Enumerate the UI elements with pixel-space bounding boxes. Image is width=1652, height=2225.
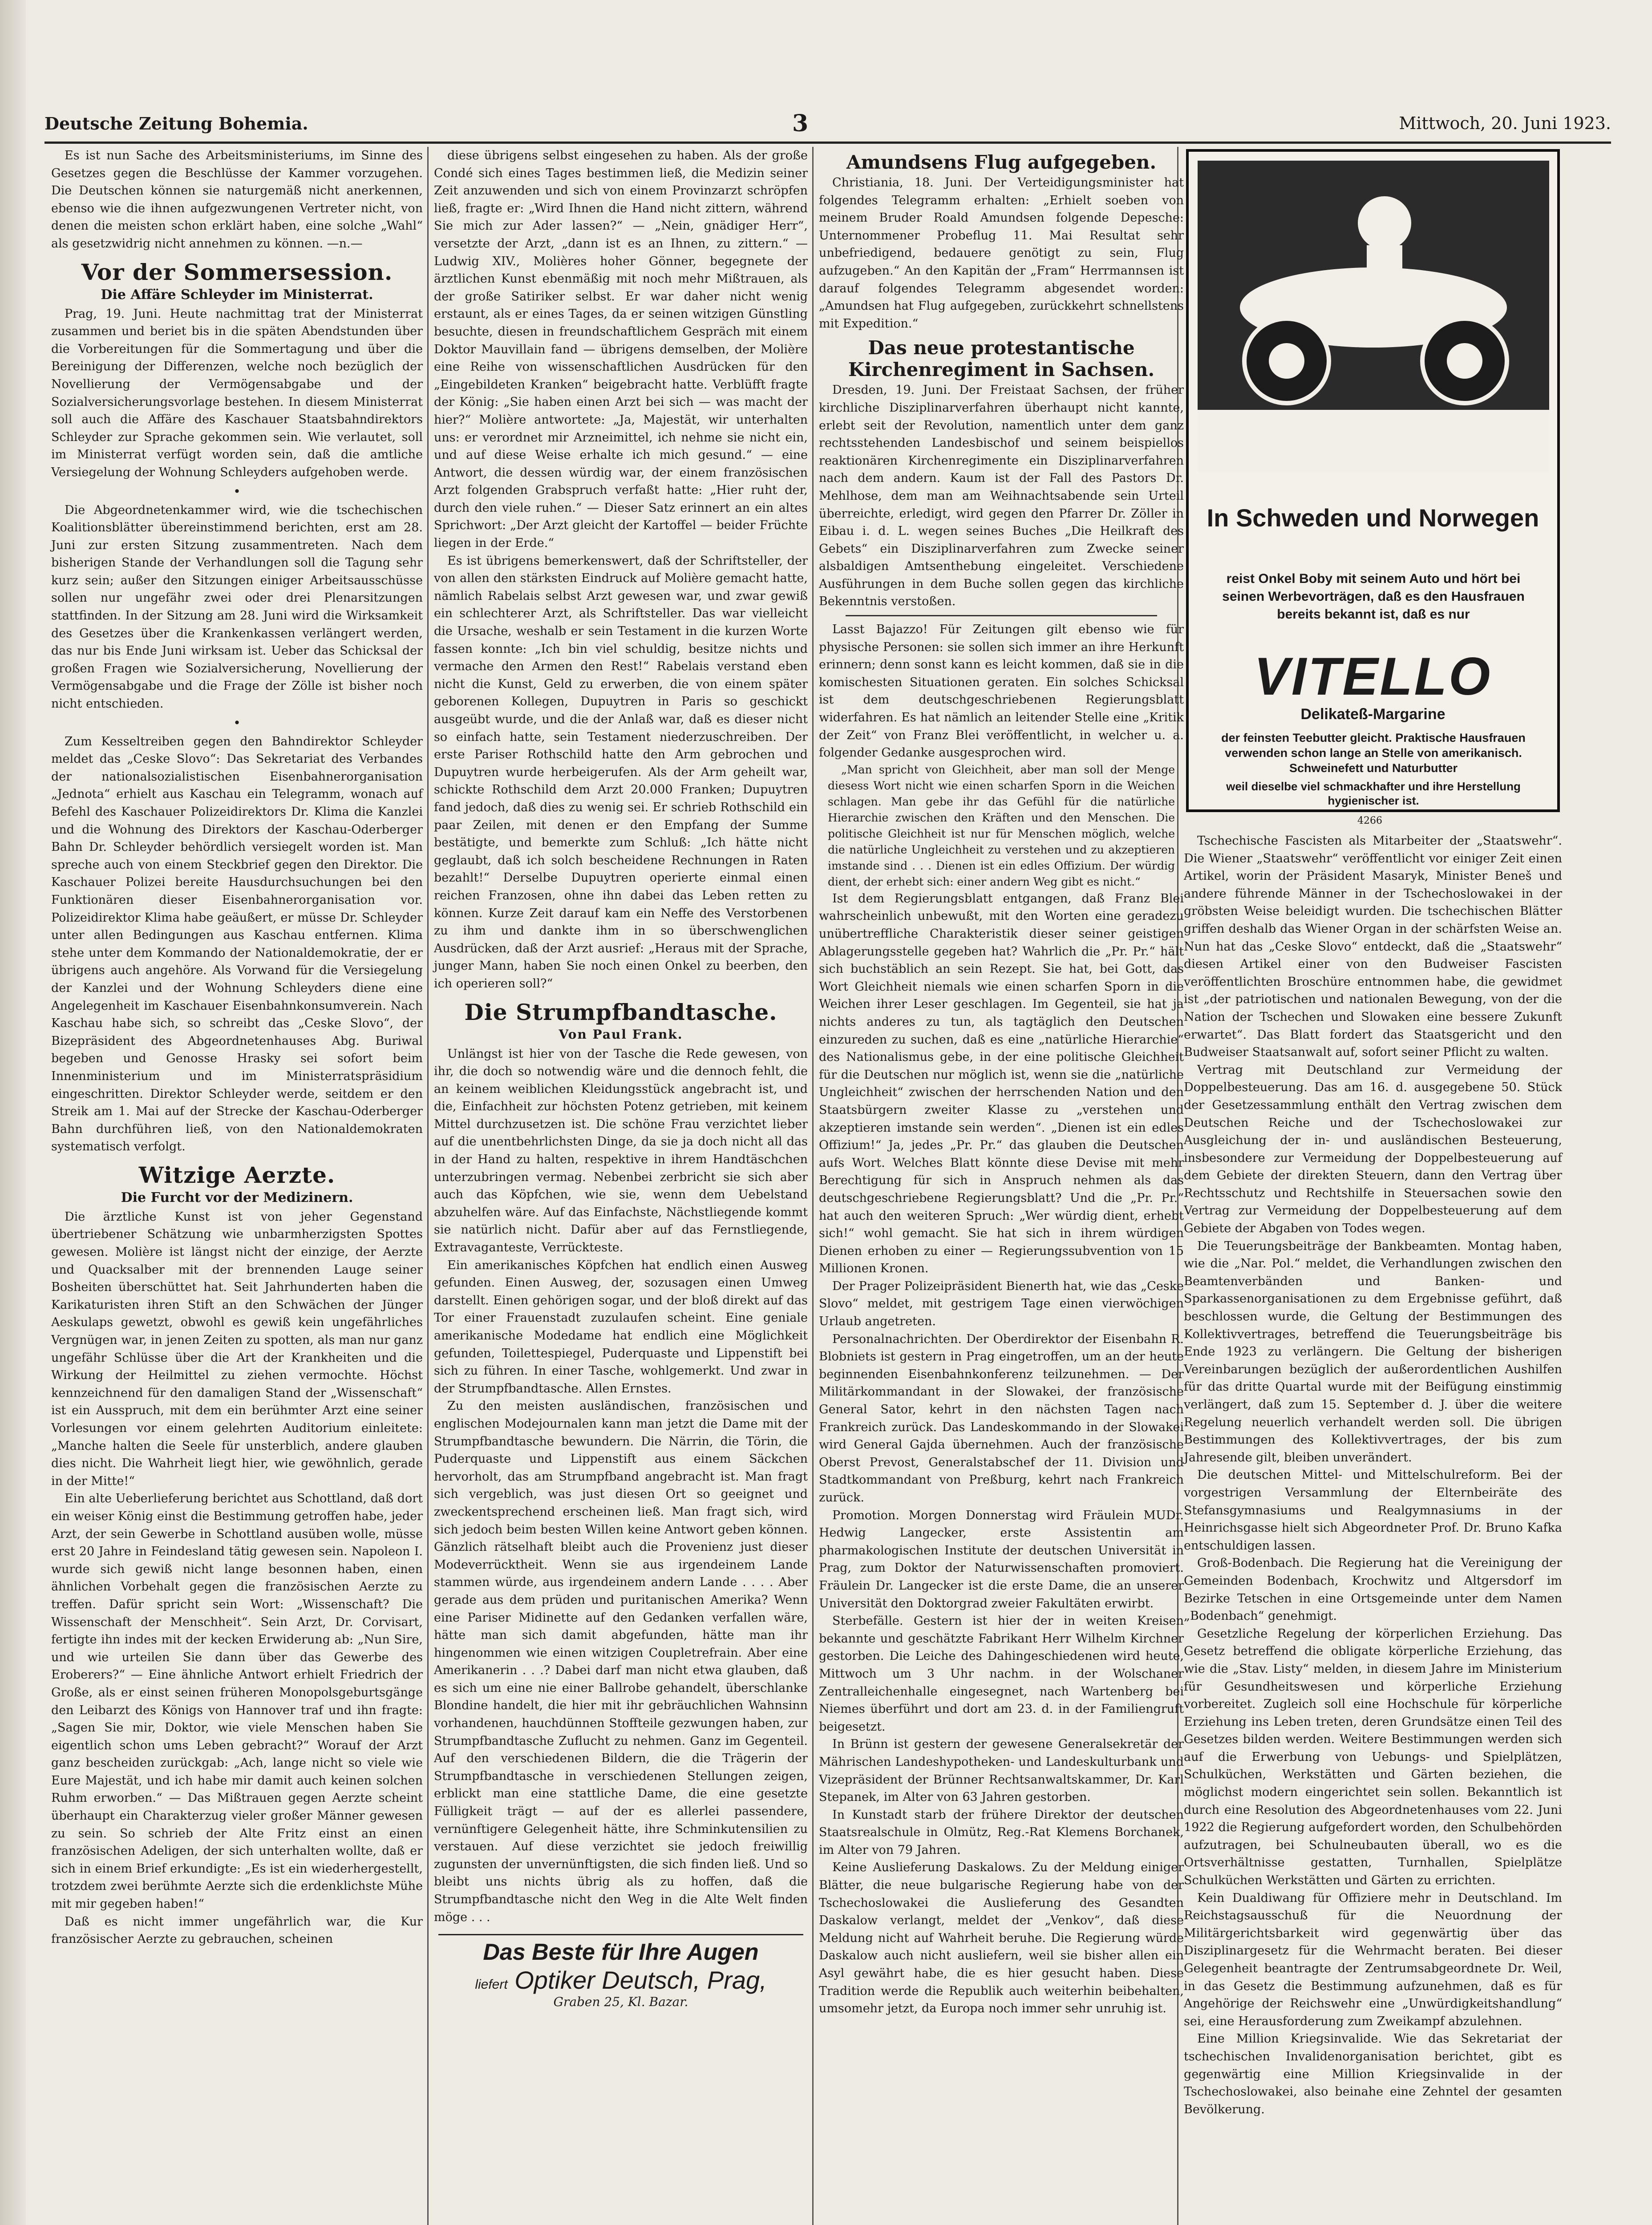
scan-edge (0, 0, 26, 2225)
article-subheadline: Die Furcht vor der Medizinern. (121, 1189, 353, 1206)
article-paragraph: Christiania, 18. Juni. Der Verteidigungsminister hat folgendes Telegramm erhalten: „Erhielt soeben von meinem Bruder Roald Amundsen folgende Depesche: Unternommener Probeflug 11. Mai Resultat sehr unbefriedigend, bedauere genötigt zu sein, Flug aufzugeben.“ An den Kapitän der „Fram“ Herrmannsen ist darauf folgendes Telegramm abgesendet worden: „Amundsen hat Flug aufgegeben, zurückkehrt schnellstens mit Expedition.“ (819, 176, 1184, 331)
column-rule (427, 147, 429, 2225)
article-paragraph: Die Abgeordnetenkammer wird, wie die tschechischen Koalitionsblätter übereinstimmend berichten, erst am 28. Juni zur ersten Sitzung zusammentreten. Nach dem bisherigen Stande der Verhandlungen soll die Tagung sehr kurz sein; außer den Sitzungen einiger Arbeitsausschüsse sollen nur ungefähr zwei oder drei Plenarsitzungen stattfinden. In der Sitzung am 28. Juni wird die Wirksamkeit des Gesetzes über die Krankenkassen verlängert werden, das nur bis Ende Juni wirksam ist. Ueber das Schicksal der großen Fragen wie Sozialversicherung, Novellierung der Vermögensabgabe und die Frage der Zölle ist bisher noch nicht entschieden. (51, 503, 423, 711)
brand-subline: Delikateß-Margarine (1300, 706, 1446, 723)
article-paragraph: Keine Auslieferung Daskalows. Zu der Meldung einiger Blätter, die neue bulgarische Regierung habe von der Tschechoslowakei die Auslieferung des Gesandten Daskalow verlangt, meldet der „Venkov“, daß diese Meldung nicht auf Wahrheit beruhe. Die Regierung würde Daskalow auch nicht ausliefern, weil sie bisher allen ein Asyl gewährt habe, die es hier gesucht haben. Diese Tradition werde die Republik auch weiterhin beibehalten, umsomehr jetzt, da Europa noch immer sehr unruhig ist. (819, 1861, 1184, 2016)
article-paragraph: Kein Dualdiwang für Offiziere mehr in Deutschland. Im Reichstagsausschuß für die Neuordnung der Militärgerichtsbarkeit wird gegenwärtig über das Disziplinargesetz für die Wehrmacht beraten. Bei dieser Gelegenheit beantragte der Zentrumsabgeordnete Dr. Weil, in das Gesetz die Bestimmung aufzunehmen, daß es für Angehörige der Reichswehr eine „Unwürdigkeitshandlung“ sei, eine Herausforderung zum Zweikampf abzulehnen. (1184, 1891, 1562, 2028)
article-paragraph: In Kunstadt starb der frühere Direktor der deutschen Staatsrealschule in Olmütz, Reg.-Rat Klemens Borchanek, im Alter von 79 Jahren. (819, 1808, 1184, 1857)
article-byline: Von Paul Frank. (559, 1027, 683, 1042)
article-paragraph: Zu den meisten ausländischen, französischen und englischen Modejournalen kann man jetzt die Dame mit der Strumpfbandtasche bewundern. Die Närrin, die Törin, die Puderquaste und Lippenstift aus einem Säckchen hervorholt, das am Strumpfband angebracht ist. Man fragt sich vergeblich, was just diesen Ort so geeignet und zweckentsprechend erscheinen ließ. Man fragt sich, wird sich jedoch beim besten Willen keine Antwort geben können. Gänzlich rätselhaft bleibt auch die Provenienz just dieser Modeverrücktheit. Wenn sie aus irgendeinem Lande stammen würde, aus irgendeinem andern Lande . . . . Aber gerade aus dem prüden und puritanischen Amerika? Wenn eine Pariser Midinette auf den Gedanken verfallen wäre, hätte man sich damit abgefunden, hätte man ihr hingenommen wie einen witzigen Coupletrefrain. Aber eine Amerikanerin . . .? Dabei darf man nicht etwa glauben, daß es sich um eine nie einer Ballrobe gehandelt, überschlanke Blondine handelt, die hier mit ihr gebräuchlichen Wahnsinn vorhandenen, hauchdünnen Stoffteile gezwungen haben, zur Strumpfbandtasche Zuflucht zu nehmen. Ganz im Gegenteil. Auf den verschiedenen Bildern, die die Trägerin der Strumpfbandtasche in verschiedenen Stellungen zeigen, erblickt man eine stattliche Dame, die eine gesetzte Fülligkeit trägt — auf der es allerlei passendere, vernünftigere Gelegenheit hätte, ihre Schminkutensilien zu verstauen. Auf diese verzichtet sie jedoch freiwillig zugunsten der unvernünftigsten, die sich finden ließ. Und so bleibt uns nichts übrig als zu hoffen, daß die Strumpfbandtasche nicht den Weg in die Alte Welt finden möge . . . (434, 1399, 808, 1924)
column-1 (51, 147, 423, 1948)
ad-body-3: weil dieselbe viel schmackhafter und ihre Herstellung hygienischer ist. (1226, 780, 1521, 807)
article-paragraph: Gesetzliche Regelung der körperlichen Erziehung. Das Gesetz betreffend die obligate körperliche Erziehung, das wie die „Stav. Listy“ melden, in diesem Jahre im Ministerium für Gesundheitswesen und körperliche Erziehung vorbereitet. Zugleich soll eine Hochschule für körperliche Erziehung ins Leben treten, deren Grundsätze einen Teil des Gesetzes bilden werden. Weitere Bestimmungen werden sich auf die Erwerbung von Uebungs- und Spielplätzen, Schulküchen, Werkstätten und Gärten beziehen, die möglichst modern eingerichtet sein sollen. Bekanntlich ist durch eine Resolution des Abgeordnetenhauses vom 22. Juni 1922 die Regierung aufgefordert worden, den Schulbehörden aufzutragen, bei Schulneubauten überall, wo es die Ortsverhältnisse gestatten, Turnhallen, Spielplätze Schulküchen Werkstätten und Gärten zu errichten. (1184, 1626, 1562, 1888)
article-paragraph: Lasst Bajazzo! Für Zeitungen gilt ebenso wie für physische Personen: sie sollen sich immer an ihre Herkunft erinnern; denn sonst kann es leicht kommen, daß sie in die komischesten Situationen geraten. Ein solches Schicksal ist dem deutschgeschriebenen Regierungsblatt widerfahren. Es hat nämlich an leitender Stelle eine „Kritik der Zeit“ von Franz Blei veröffentlicht, in welcher u. a. folgender Gedanke ausgesprochen wird. (819, 623, 1184, 760)
column-3 (819, 147, 1184, 2018)
ad-number: 4266 (1357, 815, 1382, 826)
ad-body-1: reist Onkel Boby mit seinem Auto und hört bei seinen Werbevorträgen, daß es den Hausfrauen bereits bekannt ist, daß es nur (1222, 571, 1525, 622)
article-quote: „Man spricht von Gleichheit, aber man soll der Menge diesess Wort nicht wie einen scharfen Sporn in die Weichen schlagen. Man gebe ihr das Gefühl für die natürliche Hierarchie zwischen den Kräften und den Menschen. Die politische Gleichheit ist nur für Menschen möglich, welche die natürliche Ungleichheit zu verstehen und zu akzeptieren imstande sind . . . Dienen ist ein edles Offizium. Der würdig dient, der erhebt sich: einer andern Weg gibt es nicht.“ (828, 763, 1175, 888)
article-paragraph: Die Teuerungsbeiträge der Bankbeamten. Montag haben, wie die „Nar. Pol.“ meldet, die Verhandlungen zwischen den Beamtenverbänden und Banken- und Sparkassenorganisationen zu dem Ergebnisse geführt, daß beschlossen wurde, die Geltung der Bestimmungen des Kollektivvertrages, betreffend die Teuerungsbeiträge bis Ende 1923 zu verlängern. Die Geltung der bisherigen Vereinbarungen bezüglich der außerordentlichen Aushilfen für das dritte Quartal wurde mit der Beifügung einstimmig verlängert, daß zum 15. September d. J. über die weitere Regelung neuerlich verhandelt werden soll. Die übrigen Bestimmungen des Kollektivvertrages, der bis zum Jahresende gilt, bleiben unverändert. (1184, 1239, 1562, 1464)
vitello-advertisement (1186, 149, 1560, 812)
article-paragraph: In Brünn ist gestern der gewesene Generalsekretär der Mährischen Landeshypotheken- und Landeskulturbank und Vizepräsident der Brünner Rechtsanwaltskammer, Dr. Karl Stepanek, im Alter von 63 Jahren gestorben. (819, 1737, 1184, 1804)
article-paragraph: Promotion. Morgen Donnerstag wird Fräulein MUDr. Hedwig Langecker, erste Assistentin am pharmakologischen Institute der deutschen Universität in Prag, zum Doktor der Naturwissenschaften promoviert. Fräulein Dr. Langecker ist die erste Dame, die an unserer Universität den Doktorgrad zweier Fakultäten erwirbt. (819, 1508, 1184, 1610)
article-headline: Das neue protestantische Kirchenregiment in Sachsen. (848, 337, 1155, 381)
article-headline: Die Strumpfbandtasche. (464, 999, 777, 1025)
article-paragraph: Vertrag mit Deutschland zur Vermeidung der Doppelbesteuerung. Das am 16. d. ausgegebene 50. Stück der Gesetzessammlung enthält den Vertrag zwischen dem Deutschen Reiche und der Tschechoslowakei zur Ausgleichung der in- und ausländischen Besteuerung, insbesondere zur Vermeidung der Doppelbesteuerung auf dem Gebiete der direkten Steuern, dann den Vertrag über Rechtsschutz und Rechtshilfe in Steuersachen sowie den Vertrag zur Vermeidung der Doppelbesteuerung auf dem Gebiete der Abgaben von Todes wegen. (1184, 1063, 1562, 1236)
separator-dot: • (233, 484, 241, 499)
column-2 (434, 147, 808, 2009)
article-paragraph: Der Prager Polizeipräsident Bienerth hat, wie das „Ceske Slovo“ meldet, mit gestrigem Tage einen vierwöchigen Urlaub angetreten. (819, 1279, 1184, 1329)
column-rule (812, 147, 814, 2225)
article-headline: Vor der Sommersession. (81, 259, 393, 285)
ad-company-prefix: liefert (475, 1977, 508, 1992)
article-paragraph: Sterbefälle. Gestern ist hier der in weiten Kreisen bekannte und geschätzte Fabrikant Herr Wilhelm Kirchner gestorben. Die Leiche des Dahingeschiedenen wird heute, Mittwoch um 3 Uhr nachm. in der Wolschaner Zentralleichenhalle eingesegnet, nach Wartenberg bei Niemes überführt und dort am 23. d. in der Familiengruft beigesetzt. (819, 1614, 1184, 1734)
article-paragraph: Prag, 19. Juni. Heute nachmittag trat der Ministerrat zusammen und beriet bis in die späten Abendstunden über die Vorbereitungen für die Sommertagung und über die Bereinigung der Differenzen, welche noch bezüglich der Novellierung der Vermögensabgabe und der Sozialversicherungsvorlage bestehen. In diesem Ministerrat soll auch die Affäre des Kaschauer Staatsbahndirektors Schleyder zur Sprache gekommen sein. Wie verlautet, soll im Ministerrat verfügt worden sein, daß die amtliche Versiegelung der Wohnung Schleyders aufgehoben werde. (51, 307, 423, 479)
article-paragraph: Die deutschen Mittel- und Mittelschulreform. Bei der vorgestrigen Versammlung der Elternbeiräte des Stefansgymnasiums und Realgymnasiums in der Heinrichsgasse hielt sich Abgeordneter Prof. Dr. Bruno Kafka entschuldigen lassen. (1184, 1468, 1562, 1553)
header-rule (45, 142, 1611, 144)
newspaper-title: Deutsche Zeitung Bohemia. (45, 113, 308, 134)
section-divider (846, 615, 1157, 616)
ad-company-name: Optiker Deutsch, Prag, (514, 1966, 767, 1994)
page-number: 3 (792, 110, 809, 137)
article-paragraph: Ein alte Ueberlieferung berichtet aus Schottland, daß dort ein weiser König einst die Bestimmung getroffen habe, jeder Arzt, der sein Gewerbe in Schottland ausüben wolle, müsse erst 20 Jahre in Feindesland tätig gewesen sein. Napoleon I. wurde sich gewiß nicht lange besonnen haben, einen ähnlichen Vorbehalt gegen die französischen Aerzte zu treffen. Dafür spricht sein Wort: „Wissenschaft? Die Wissenschaft der Menschheit“. Sein Arzt, Dr. Corvisart, fertigte ihn indes mit der kecken Erwiderung ab: „Nun Sire, und wie urteilen Sie dann über das Gewerbe des Eroberers?“ — Eine ähnliche Antwort erhielt Friedrich der Große, als er einst seinen früheren Monopolsgeburtsgänge den Leibarzt des Königs von Hannover traf und ihn fragte: „Sagen Sie mir, Doktor, wie viele Menschen haben Sie eigentlich schon ums Leben gebracht?“ Worauf der Arzt ganz bescheiden zurückgab: „Ach, lange nicht so viele wie Eure Majestät, und ich habe mir damit auch keinen solchen Ruhm erworben.“ — Das Mißtrauen gegen Aerzte scheint überhaupt ein Charakterzug vieler großer Männer gewesen zu sein. So schrieb der Alte Fritz einst an einen französischen Adeligen, der sich unterhalten wollte, daß er sich in einem Brief erkundigte: „Es ist ein wiederhergestellt, trotzdem zwei berühmte Aerzte sich die erdenklichste Mühe mit mir gegeben haben!“ (51, 1492, 423, 1911)
article-paragraph: Dresden, 19. Juni. Der Freistaat Sachsen, der früher kirchliche Disziplinarverfahren überhaupt nicht kannte, erlebt seit der Revolution, namentlich unter dem ganz rechtsstehenden Landesbischof und seinem beispiellos reaktionären Kirchenregimente ein Disziplinarverfahren nach dem andern. Kaum ist der Fall des Pastors Dr. Mehlhose, dem man am Weihnachtsabende sein Urteil überreichte, erledigt, wird gegen den Pfarrer Dr. Zöller in Eibau i. d. L. wegen seines Buches „Die Heilkraft des Gebets“ ein Disziplinarverfahren zum Zwecke seiner alsbaldigen Amtsenthebung eingeleitet. Verschiedene Ausführungen in dem Buche sollen gegen das kirchliche Bekenntnis verstoßen. (819, 383, 1184, 609)
article-paragraph: Personalnachrichten. Der Oberdirektor der Eisenbahn R. Blobniets ist gestern in Prag eingetroffen, um an der heute beginnenden Eisenbahnkonferenz teilzunehmen. — Der Militärkommandant in der Slowakei, der französische General Sator, kehrt in den nächsten Tagen nach Frankreich zurück. Das Landeskommando in der Slowakei wird General Gajda übernehmen. Auch der französische Oberst Prevost, Generalstabschef der 11. Division und Stadtkommandant von Preßburg, kehrt nach Frankreich zurück. (819, 1332, 1184, 1505)
article-paragraph: Es ist übrigens bemerkenswert, daß der Schriftsteller, der von allen den stärksten Eindruck auf Molière gemacht hatte, nämlich Rabelais selbst Arzt gewesen war, und zwar gewiß ein schlechterer Arzt, als Schriftsteller. Das war vielleicht die Ursache, weshalb er sein Testament in die kurzen Worte fassen konnte: „Ich bin viel schuldig, besitze nichts und vermache den Armen den Rest!“ Rabelais verstand eben nicht die Kunst, Geld zu erwerben, die von einem später geborenen Kollegen, Dupuytren in Paris so geschickt ausgeübt wurde, und die der Anlaß war, daß es dieser nicht so einfach hatte, sein Testament niederzuschreiben. Der erste Pariser Rothschild hatte den Arm gebrochen und Dupuytren wurde herbeigerufen. Als der Arm geheilt war, schickte Rothschild dem Arzt 20.000 Franken; Dupuytren fand jedoch, daß dies zu wenig sei. Er schrieb Rothschild ein paar Zeilen, mit denen er den Empfang der Summe bestätigte, und bemerkte zum Schluß: „Ich hätte nicht geglaubt, daß ich solch bescheidene Rechnungen in Raten bezahlt!“ Derselbe Dupuytren operierte einmal einen reichen Franzosen, ohne ihn dabei das Leben retten zu können. Kurze Zeit darauf kam ein Neffe des Verstorbenen zu ihm und dankte ihm in so überschwenglichen Ausdrücken, daß der Arzt ausrief: „Heraus mit der Sprache, junger Mann, haben Sie noch einen Onkel zu beerben, den ich operieren soll?“ (434, 554, 808, 991)
separator-dot: • (233, 715, 241, 730)
article-headline: Amundsens Flug aufgegeben. (846, 151, 1157, 173)
article-paragraph: Daß es nicht immer ungefährlich war, die Kur französischer Aerzte zu gebrauchen, scheinen (51, 1914, 423, 1946)
ad-headline: In Schweden und Norwegen (1207, 504, 1539, 532)
article-paragraph: Eine Million Kriegsinvalide. Wie das Sekretariat der tschechischen Invalidenorganisation berichtet, gibt es gegenwärtig eine Million Kriegsinvalide in der Tschechoslowakei, also beinahe eine Zehntel der gesamten Bevölkerung. (1184, 2032, 1562, 2116)
article-paragraph: Tschechische Fascisten als Mitarbeiter der „Staatswehr“. Die Wiener „Staatswehr“ veröffentlicht vor einiger Zeit einen Artikel, worin der Präsident Masaryk, Minister Beneš und andere führende Männer in der Tschechoslowakei in der gröbsten Weise beleidigt wurden. Die tschechischen Blätter griffen deshalb das Wiener Organ in der schärfsten Weise an. Nun hat das „Ceske Slovo“ entdeckt, daß die „Staatswehr“ diesen Artikel einer von den Budweiser Fascisten veröffentlichten Broschüre entnommen habe, die gewidmet ist „der patriotischen und nationalen Bewegung, von der die Nation der Tschechen und Slowaken eine bessere Zukunft erwartet“. Das Blatt fordert das Staatsgericht und den Budweiser Staatsanwalt auf, sofort seiner Pflicht zu walten. (1184, 834, 1562, 1060)
article-paragraph: Ist dem Regierungsblatt entgangen, daß Franz Blei wahrscheinlich unbewußt, mit den Worten eine geradezu unübertreffliche Charakteristik dieser seiner geistigen Ablagerungsstelle gegeben hat? Wahrlich die „Pr. Pr.“ hält sich buchstäblich an sein Rezept. Sie hat, bei Gott, das Wort Gleichheit niemals wie einen scharfen Sporn in die Weichen ihrer Leser geschlagen. Im Gegenteil, sie hat ja nichts anderes zu tun, als tagtäglich den Deutschen einzureden zu suchen, daß es eine „natürliche Hierarchie“ des Nationalismus gebe, in der eine politische Gleichheit für die Deutschen nur möglich ist, wenn sie die „natürliche Ungleichheit“ zwischen der herrschenden Nation und den Staatsbürgern zweiter Klasse zu „verstehen und akzeptieren imstande sein werden“. „Dienen ist ein edles Offizium!“ Ja, jedes „Pr. Pr.“ das glauben die Deutschen aufs Wort. Welches Blatt könnte diese Devise mit mehr Berechtigung für sich in Anspruch nehmen als das deutschgeschriebene Regierungsblatt? Und die „Pr. Pr.“ hat auch den weiteren Spruch: „Wer würdig dient, erhebt sich!“ wohl gemacht. Sie hat sich in ihrem würdigen Dienen erhoben zu einer — Regierungssubvention von 15 Millionen Kronen. (819, 891, 1184, 1276)
article-paragraph: Es ist nun Sache des Arbeitsministeriums, im Sinne des Gesetzes gegen die Beschlüsse der Kammer vorzugehen. Die Deutschen können sie naturgemäß nicht anerkennen, ebenso wie die ihnen aufgezwungenen Vertreter nicht, von denen die meisten schon erklärt haben, eine solche „Wahl“ als gesetzwidrig nicht annehmen zu können. —n.— (51, 149, 423, 251)
ad-slogan: Das Beste für Ihre Augen (483, 1939, 759, 1966)
article-paragraph: Die ärztliche Kunst ist von jeher Gegenstand übertriebener Schätzung wie unbarmherzigsten Spottes gewesen. Molière ist längst nicht der einzige, der Aerzte und Quacksalber mit der brennenden Lauge seiner Bosheiten überschüttet hat. Seit Jahrhunderten haben die Karikaturisten ihren Stift an den Schwächen der Jünger Aeskulaps gewetzt, obwohl es gewiß kein ungefährliches Vergnügen war, in jenen Zeiten zu spotten, als man nur ganz ungefähr Schlüsse über die Art der Krankheiten und die Wirkung der Heilmittel zu ziehen vermochte. Höchst kennzeichnend für den damaligen Stand der „Wissenschaft“ ist ein Ausspruch, mit dem ein berühmter Arzt eine seiner Vorlesungen vor einem gelehrten Auditorium einleitete: „Manche halten die Seele für unsterblich, andere glauben dies nicht. Die Wahrheit liegt hier, wie gewöhnlich, gerade in der Mitte!“ (51, 1210, 423, 1488)
ad-body-2: der feinsten Teebutter gleicht. Praktische Hausfrauen verwenden schon lange an Stelle von amerikanisch. Schweinefett und Naturbutter (1221, 731, 1526, 775)
optiker-advertisement (438, 1934, 803, 2009)
article-paragraph: Unlängst ist hier von der Tasche die Rede gewesen, von ihr, die doch so notwendig wäre und die dennoch fehlt, die an keinem weiblichen Kleidungsstück angebracht ist, und die, Einfachheit zur höchsten Potenz getrieben, mit keinem Mittel durchzusetzen ist. Die schöne Frau verzichtet lieber auf die unentbehrlichsten Dinge, da sie ja doch nicht all das in der Hand zu halten, respektive in ihrem Handtäschchen unterzubringen vermag. Nebenbei zerbricht sie sich aber auch das Köpfchen, wie sie, wenn dem Uebelstand abzuhelfen wäre. Auf das Einfachste, Nächstliegende kommt sie natürlich nicht. Dafür aber auf das Fernstliegende, Extravaganteste, Verrückteste. (434, 1047, 808, 1255)
brand-logo: VITELLO (1254, 647, 1492, 706)
column-4 (1184, 832, 1562, 2118)
article-paragraph: diese übrigens selbst eingesehen zu haben. Als der große Condé sich eines Tages bestimmen ließ, die Medizin seiner Zeit anzuwenden und sich von einem Provinzarzt schröpfen ließ, fragte er: „Wird Ihnen die Hand nicht zittern, während Sie mich zur Ader lassen?“ — „Nein, gnädiger Herr“, versetzte der Arzt, „dann ist es an Ihnen, zu zittern.“ — Ludwig XIV., Molières hoher Gönner, begegnete der ärztlichen Kunst ebenmäßig mit noch mehr Mißtrauen, als der große Satiriker selbst. Er war daher nicht wenig erstaunt, als er eines Tages, da er seinen witzigen Günstling besuchte, diesen in freundschaftlichem Gespräch mit einem Doktor Mauvillain fand — übrigens demselben, der Molière eine Reihe von wissenschaftlichen Ausdrücken für den „Eingebildeten Kranken“ beigebracht hatte. Verblüfft fragte der König: „Sie haben einen Arzt bei sich — was macht der hier?“ Molière antwortete: „Ja, Majestät, wir unterhalten uns: er verordnet mir Arzneimittel, ich nehme sie nicht ein, und auf diese Weise erhalte ich mich gesund.“ — eine Antwort, die dessen würdig war, der einem französischen Arzt folgenden Grabspruch verfaßt hatte: „Hier ruht der, durch den viele ruhen.“ — Dieser Satz erinnert an ein altes Sprichwort: „Der Arzt gleicht der Kartoffel — beider Früchte liegen in der Erde.“ (434, 149, 808, 550)
article-paragraph: Groß-Bodenbach. Die Regierung hat die Vereinigung der Gemeinden Bodenbach, Krochwitz und Altgersdorf im Bezirke Tetschen in eine Ortsgemeinde unter dem Namen „Bodenbach“ genehmigt. (1184, 1556, 1562, 1623)
issue-date: Mittwoch, 20. Juni 1923. (1399, 113, 1611, 133)
article-subheadline: Die Affäre Schleyder im Ministerrat. (101, 287, 373, 303)
article-headline: Witzige Aerzte. (138, 1161, 336, 1188)
car-illustration-icon (1198, 161, 1549, 472)
article-paragraph: Ein amerikanisches Köpfchen hat endlich einen Ausweg gefunden. Einen Ausweg, der, sozusagen einen Umweg darstellt. Einen gehörigen sogar, und der bloß direkt auf das Tor einer Frauenstadt zuzulaufen scheint. Eine geniale amerikanische Modedame hat endlich eine Möglichkeit gefunden, Toilettespiegel, Puderquaste und Lippenstift bei sich zu führen. In einer Tasche, wohlgemerkt. Und zwar in der Strumpfbandtasche. Allen Ernstes. (434, 1258, 808, 1396)
page-header (45, 110, 1611, 140)
ad-illustration (1198, 161, 1549, 472)
ad-address: Graben 25, Kl. Bazar. (553, 1994, 688, 2010)
article-paragraph: Zum Kesseltreiben gegen den Bahndirektor Schleyder meldet das „Ceske Slovo“: Das Sekretariat des Verbandes der nationalsozialistischen Eisenbahnerorganisation „Jednota“ erhielt aus Kaschau ein Telegramm, wonach auf Befehl des Kaschauer Polizeidirektors Dr. Klima die Kanzlei und die Wohnung des Direktors der Kaschau-Oderberger Bahn Dr. Schleyder behördlich versiegelt worden ist. Man spreche auch von einem Steckbrief gegen den Direktor. Die Kaschauer Polizei bereite Hausdurchsuchungen bei den Funktionären dieser Eisenbahnerorganisation vor. Polizeidirektor Klima habe geäußert, er müsse Dr. Schleyder unter allen Bedingungen aus Kaschau entfernen. Klima stehe unter dem Kommando der Nationaldemokratie, der er übrigens auch angehöre. Als Vorwand für die Versiegelung der Kanzlei und der Wohnung Schleyders diene eine Angelegenheit im Kaschauer Eisenbahnkonsumverein. Nach Kaschau habe sich, so schreibt das „Ceske Slovo“, der Bizepräsident des Abgeordnetenhauses Abg. Buriwal begeben und Genosse Hrasky sei sofort beim Innenministerium und im Ministerratspräsidium eingeschritten. Direktor Schleyder werde, seitdem er den Streik am 1. Mai auf der Strecke der Kaschau-Oderberger Bahn durchführen ließ, von den Nationaldemokraten systematisch verfolgt. (51, 734, 423, 1154)
ad-company (438, 1966, 803, 1994)
